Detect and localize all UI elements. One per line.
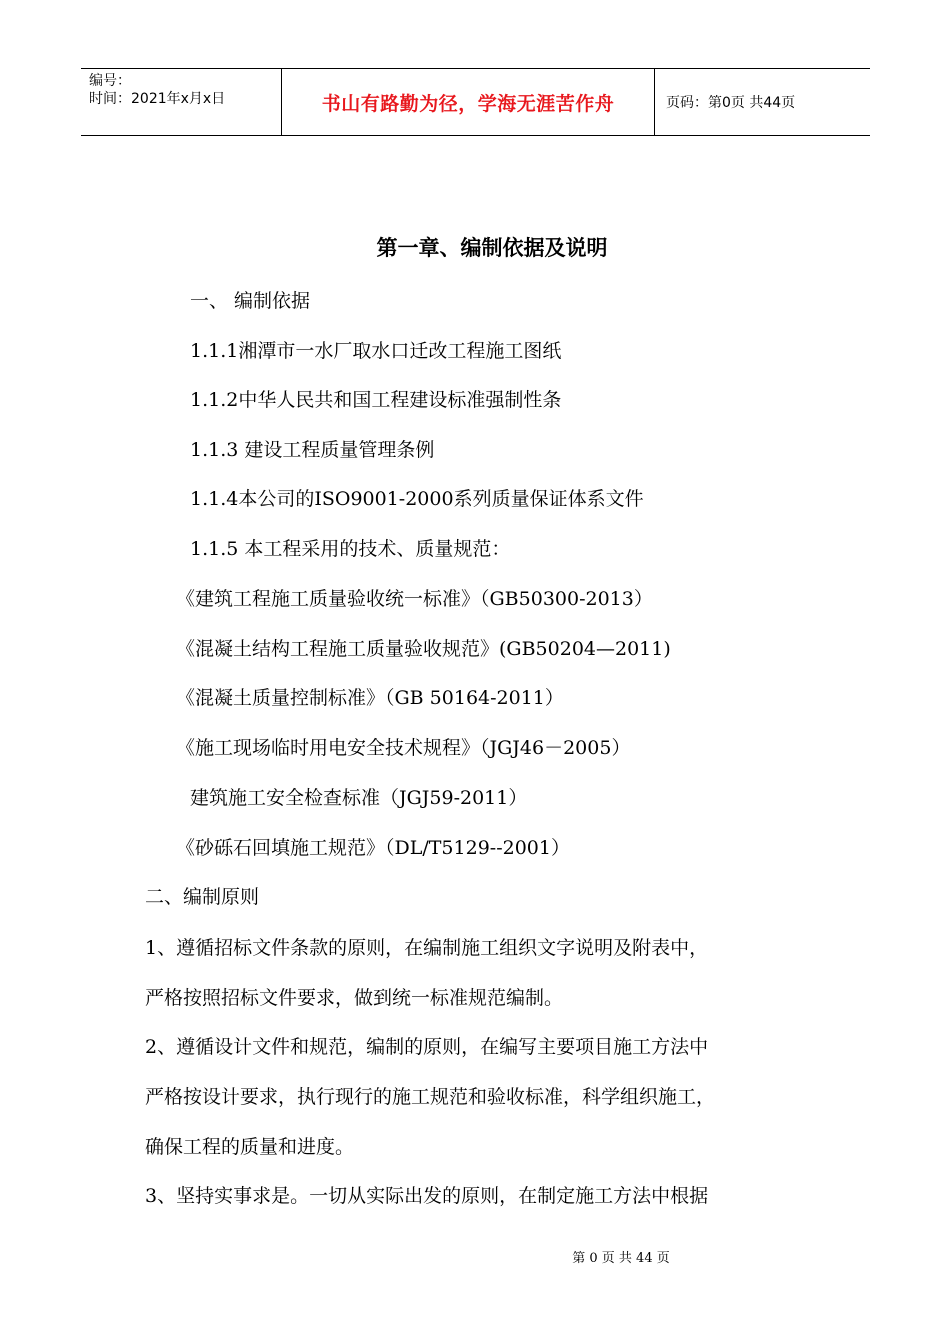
principle-3-line-1: 3、坚持实事求是。一切从实际出发的原则，在制定施工方法中根据	[145, 1185, 709, 1207]
basis-item-4: 1.1.4本公司的ISO9001-2000系列质量保证体系文件	[190, 488, 644, 510]
principle-2-line-1: 2、遵循设计文件和规范，编制的原则，在编写主要项目施工方法中	[145, 1036, 709, 1058]
header-motto-cell	[282, 69, 655, 135]
header-motto: 书山有路勤为径，学海无涯苦作舟	[321, 92, 615, 115]
basis-item-2: 1.1.2中华人民共和国工程建设标准强制性条	[190, 389, 562, 411]
header-table	[81, 68, 870, 136]
basis-item-5: 1.1.5 本工程采用的技术、质量规范：	[190, 538, 511, 560]
principle-2-line-3: 确保工程的质量和进度。	[145, 1136, 355, 1158]
principle-2-line-2: 严格按设计要求，执行现行的施工规范和验收标准，科学组织施工，	[145, 1086, 716, 1108]
principle-1-line-1: 1、遵循招标文件条款的原则，在编制施工组织文字说明及附表中，	[145, 937, 709, 959]
principle-1-line-2: 严格按照招标文件要求，做到统一标准规范编制。	[145, 987, 564, 1009]
basis-item-3: 1.1.3 建设工程质量管理条例	[190, 439, 435, 461]
chapter-title: 第一章、编制依据及说明	[376, 236, 608, 260]
basis-item-1: 1.1.1湘潭市一水厂取水口迁改工程施工图纸	[190, 340, 562, 362]
standard-item-4: 《施工现场临时用电安全技术规程》（JGJ46－2005）	[176, 737, 631, 759]
document-date-label: 时间：2021年x月x日	[89, 91, 226, 107]
header-page-cell	[655, 69, 870, 135]
section-heading-principles: 二、编制原则	[145, 886, 260, 908]
standard-item-2: 《混凝土结构工程施工质量验收规范》(GB50204—2011)	[176, 638, 671, 660]
section-heading-basis: 一、 编制依据	[190, 290, 311, 312]
page-footer: 第 0 页 共 44 页	[572, 1251, 670, 1266]
standard-item-6: 《砂砾石回填施工规范》（DL/T5129--2001）	[176, 837, 570, 859]
header-meta-cell	[81, 69, 282, 135]
standard-item-5: 建筑施工安全检查标准（JGJ59-2011）	[190, 787, 528, 809]
header-page-info: 页码：第0页 共44页	[666, 95, 796, 111]
document-number-label: 编号：	[89, 73, 131, 89]
standard-item-1: 《建筑工程施工质量验收统一标准》（GB50300-2013）	[176, 588, 653, 610]
standard-item-3: 《混凝土质量控制标准》（GB 50164-2011）	[176, 687, 564, 709]
